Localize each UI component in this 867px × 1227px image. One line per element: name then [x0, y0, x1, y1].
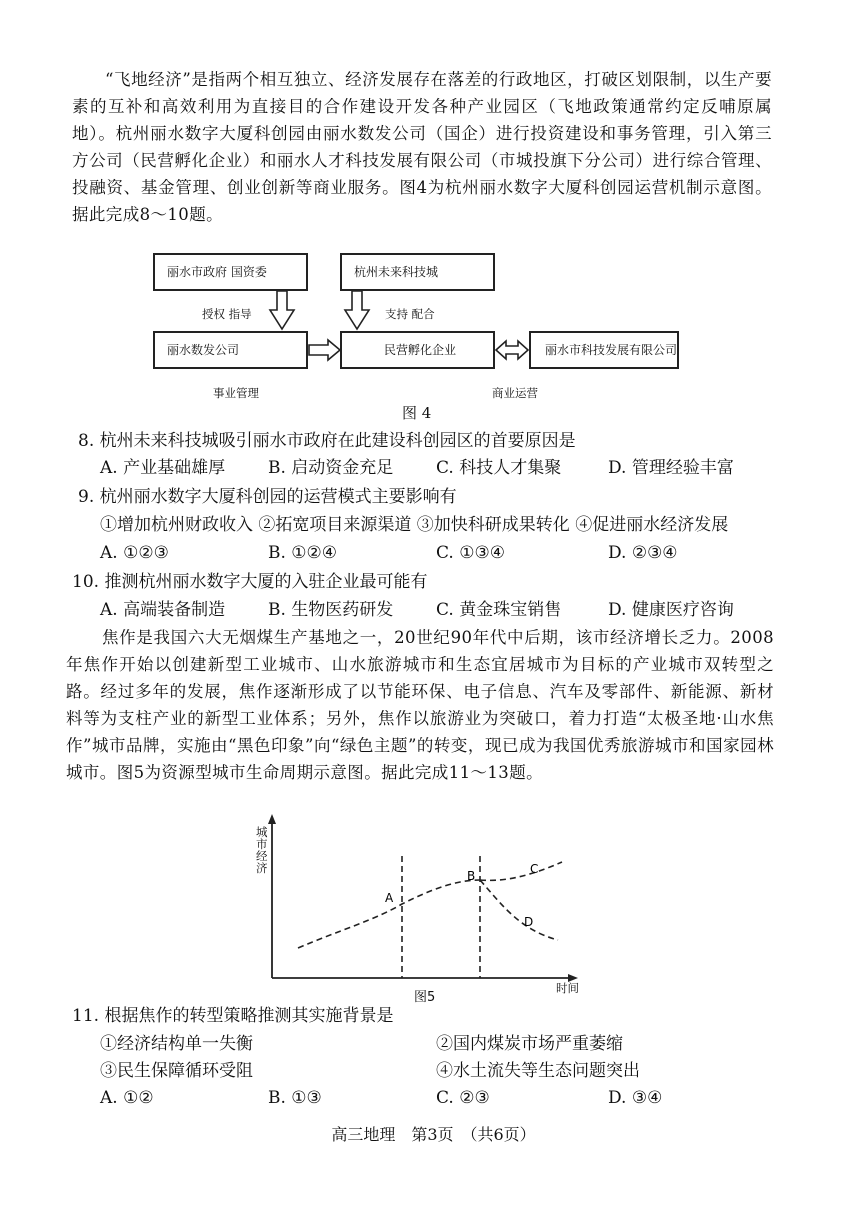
question-11-item-4: ④水土流失等生态问题突出	[436, 1061, 640, 1081]
page-footer: 高三地理 第3页 （共6页）	[331, 1125, 536, 1144]
figure-5-caption: 图5	[414, 990, 436, 1005]
question-8-stem: 8. 杭州未来科技城吸引丽水市政府在此建设科创园区的首要原因是	[78, 431, 576, 451]
point-label-d: D	[524, 915, 534, 929]
question-11-item-1: ①经济结构单一失衡	[100, 1034, 253, 1054]
y-axis-arrow	[268, 814, 276, 824]
point-label-c: C	[530, 862, 539, 876]
label-support-cooperate: 支持 配合	[385, 307, 435, 321]
question-10-option-b: B. 生物医药研发	[268, 600, 394, 620]
question-10-option-d: D. 健康医疗咨询	[608, 600, 734, 620]
question-10-stem: 10. 推测杭州丽水数字大厦的入驻企业最可能有	[72, 572, 428, 592]
figure-4-caption: 图 4	[402, 404, 432, 422]
question-9-stem: 9. 杭州丽水数字大厦科创园的运营模式主要影响有	[78, 487, 457, 507]
arrow-support-down	[345, 291, 369, 329]
label-business-operation: 商业运营	[492, 386, 538, 400]
label-authorize-guide: 授权 指导	[202, 307, 252, 321]
question-11-stem: 11. 根据焦作的转型策略推测其实施背景是	[72, 1006, 394, 1026]
figure-5-y-label: 城市经济	[256, 825, 268, 875]
question-11-option-b: B. ①③	[268, 1088, 322, 1108]
question-8-option-a: A. 产业基础雄厚	[100, 458, 226, 478]
question-10-option-a: A. 高端装备制造	[100, 600, 226, 620]
question-9-option-c: C. ①③④	[436, 543, 505, 563]
arrow-incubator-tech-double	[496, 341, 528, 359]
point-label-b: B	[467, 869, 476, 883]
box-private-incubator: 民营孵化企业	[340, 331, 495, 369]
question-11-item-2: ②国内煤炭市场严重萎缩	[436, 1034, 623, 1054]
question-11-item-3: ③民生保障循环受阻	[100, 1061, 253, 1081]
question-9-option-d: D. ②③④	[608, 543, 678, 563]
curve-branch-d	[480, 880, 558, 940]
question-9-option-a: A. ①②③	[100, 543, 169, 563]
question-9-items: ①增加杭州财政收入 ②拓宽项目来源渠道 ③加快科研成果转化 ④促进丽水经济发展	[100, 515, 729, 535]
figure-4-arrows	[0, 0, 867, 420]
question-11-option-c: C. ②③	[436, 1088, 490, 1108]
box-lishui-government: 丽水市政府 国资委	[153, 253, 308, 291]
box-hangzhou-future-tech-city: 杭州未来科技城	[340, 253, 495, 291]
question-8-option-d: D. 管理经验丰富	[608, 458, 734, 478]
question-10-option-c: C. 黄金珠宝销售	[436, 600, 562, 620]
question-11-option-d: D. ③④	[608, 1088, 663, 1108]
figure-5-svg	[240, 810, 600, 1010]
question-8-option-c: C. 科技人才集聚	[436, 458, 562, 478]
point-label-a: A	[385, 891, 394, 905]
curve-branch-c	[480, 862, 562, 880]
label-affairs-management: 事业管理	[213, 386, 259, 400]
arrow-authorize-down	[270, 291, 294, 329]
box-lishui-tech-development: 丽水市科技发展有限公司	[529, 331, 679, 369]
figure-5-x-label: 时间	[556, 981, 579, 995]
box-lishui-shufa-company: 丽水数发公司	[153, 331, 308, 369]
passage-flying-economy: “飞地经济”是指两个相互独立、经济发展存在落差的行政地区，打破区划限制，以生产要素的互补和高效利用为直接目的合作建设开发各种产业园区（飞地政策通常约定反哺原属地）。杭州丽水数字大厦科创园由丽水数发公司（国企）进行投资建设和事务管理，引入第三方公司（民营孵化企业）和丽水人才科技发展有限公司（市城投旗下分公司）进行综合管理、投融资、基金管理、创业创新等商业服务。图4为杭州丽水数字大厦科创园运营机制示意图。据此完成8～10题。	[72, 70, 772, 224]
question-8-option-b: B. 启动资金充足	[268, 458, 394, 478]
passage-jiaozuo-transformation: 焦作是我国六大无烟煤生产基地之一，20世纪90年代中后期，该市经济增长乏力。2008年焦作开始以创建新型工业城市、山水旅游城市和生态宜居城市为目标的产业城市双转型之路。经过多年的发展，焦作逐渐形成了以节能环保、电子信息、汽车及零部件、新能源、新材料等为支柱产业的新型工业体系；另外，焦作以旅游业为突破口，着力打造“太极圣地·山水焦作”城市品牌，实施由“黑色印象”向“绿色主题”的转变，现已成为我国优秀旅游城市和国家园林城市。图5为资源型城市生命周期示意图。据此完成11～13题。	[66, 628, 774, 782]
question-11-option-a: A. ①②	[100, 1088, 154, 1108]
arrow-company-to-incubator	[309, 340, 340, 360]
question-9-option-b: B. ①②④	[268, 543, 338, 563]
